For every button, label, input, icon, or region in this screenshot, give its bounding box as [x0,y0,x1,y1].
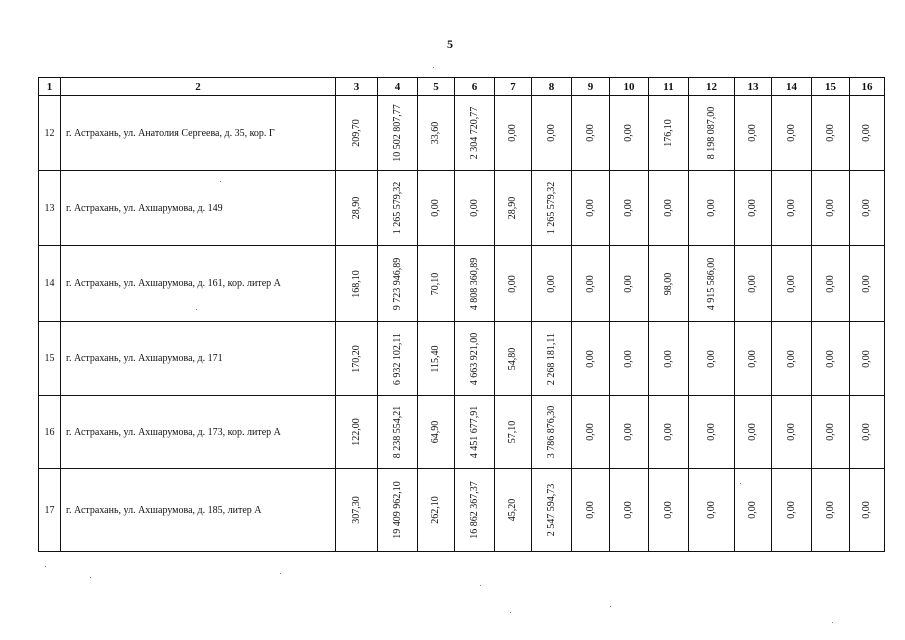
table-row [39,396,885,469]
column-header: 1 [39,78,61,96]
value-cell: 262,10 [430,496,441,524]
address-cell: г. Астрахань, ул. Ахшарумова, д. 149 [61,171,336,246]
row-number: 15 [39,322,61,396]
value-cell: 70,10 [430,272,441,295]
value-cell: 0,00 [584,501,596,519]
column-header: 7 [495,78,532,96]
value-cell: 170,20 [350,344,362,373]
value-cell: 209,70 [350,119,362,147]
column-header: 14 [772,78,812,96]
value-cell: 10 502 807,77 [391,104,403,162]
value-cell: 0,00 [623,349,634,368]
value-cell: 0,00 [785,349,797,368]
value-cell: 0,00 [785,124,797,142]
value-cell: 0,00 [545,124,557,142]
value-cell: 0,00 [662,423,674,441]
value-cell: 0,00 [545,274,557,293]
value-cell: 57,10 [507,420,518,444]
value-cell: 0,00 [785,274,797,293]
value-cell: 0,00 [824,423,836,441]
table-row [39,96,885,171]
value-cell: 0,00 [507,274,518,293]
value-cell: 0,00 [705,349,717,368]
scan-speck [45,566,46,567]
value-cell: 0,00 [584,423,596,441]
scan-speck [90,577,91,578]
column-header: 6 [455,78,495,96]
value-cell: 0,00 [861,501,872,519]
value-cell: 176,10 [662,119,674,147]
value-cell: 0,00 [430,199,441,217]
value-cell: 0,00 [861,423,872,441]
value-cell: 0,00 [747,349,758,368]
value-cell: 1 265 579,32 [391,181,403,235]
value-cell: 0,00 [662,501,674,519]
row-number: 13 [39,171,61,246]
scan-speck [510,612,511,613]
value-cell: 16 862 367,37 [468,481,480,539]
value-cell: 4 451 677,91 [468,405,480,459]
value-cell: 8 238 554,21 [391,405,403,459]
column-header: 2 [61,78,336,96]
value-cell: 0,00 [623,423,634,441]
value-cell: 19 409 962,10 [391,481,403,539]
value-cell: 0,00 [584,274,596,293]
column-header: 3 [336,78,378,96]
value-cell: 6 932 102,11 [391,332,403,385]
value-cell: 2 547 594,73 [545,483,557,537]
column-header: 5 [418,78,455,96]
value-cell: 0,00 [861,349,872,368]
value-cell: 122,00 [350,418,362,446]
value-cell: 4 915 586,00 [705,257,717,310]
value-cell: 0,00 [824,124,836,142]
value-cell: 4 663 921,00 [468,332,480,385]
table-row [39,469,885,552]
row-number: 12 [39,96,61,171]
value-cell: 0,00 [623,501,634,519]
row-number: 14 [39,246,61,322]
header-row [39,78,885,96]
value-cell: 0,00 [584,199,596,217]
scan-speck [832,622,833,623]
value-cell: 2 268 181,11 [545,332,557,385]
scan-speck [196,309,197,310]
column-header: 8 [532,78,572,96]
value-cell: 0,00 [747,423,758,441]
value-cell: 115,40 [430,344,441,373]
value-cell: 3 786 876,30 [545,405,557,459]
value-cell: 0,00 [747,124,758,142]
row-number: 16 [39,396,61,469]
table-row [39,171,885,246]
value-cell: 0,00 [824,349,836,368]
value-cell: 0,00 [705,501,717,519]
column-header: 15 [812,78,850,96]
scan-speck [610,606,611,607]
column-header: 13 [735,78,772,96]
value-cell: 0,00 [785,199,797,217]
value-cell: 0,00 [824,501,836,519]
scan-speck [480,585,481,586]
column-header: 10 [610,78,649,96]
value-cell: 0,00 [623,274,634,293]
column-header: 11 [649,78,689,96]
value-cell: 0,00 [584,124,596,142]
value-cell: 98,00 [662,272,674,295]
value-cell: 0,00 [747,274,758,293]
value-cell: 0,00 [861,199,872,217]
page-number: 5 [447,37,453,51]
column-header: 16 [850,78,885,96]
scan-speck [220,181,221,182]
value-cell: 4 808 360,89 [468,257,480,310]
value-cell: 0,00 [662,349,674,368]
scan-speck [740,483,741,484]
value-cell: 0,00 [507,124,518,142]
column-header: 12 [689,78,735,96]
address-cell: г. Астрахань, ул. Анатолия Сергеева, д. 35, кор. Г [61,96,336,171]
address-cell: г. Астрахань, ул. Ахшарумова, д. 171 [61,322,336,396]
value-cell: 9 723 946,89 [391,257,403,310]
value-cell: 0,00 [662,199,674,217]
value-cell: 0,00 [785,501,797,519]
value-cell: 0,00 [785,423,797,441]
address-cell: г. Астрахань, ул. Ахшарумова, д. 173, кор. литер А [61,396,336,469]
address-cell: г. Астрахань, ул. Ахшарумова, д. 161, кор. литер А [61,246,336,322]
value-cell: 168,10 [350,269,362,298]
value-cell: 8 198 087,00 [705,106,717,160]
value-cell: 307,30 [350,496,362,524]
address-cell: г. Астрахань, ул. Ахшарумова, д. 185, литер А [61,469,336,552]
value-cell: 0,00 [468,199,480,217]
value-cell: 54,80 [507,347,518,370]
value-cell: 0,00 [623,199,634,217]
row-number: 17 [39,469,61,552]
value-cell: 2 304 720,77 [468,106,480,160]
data-table [38,77,885,552]
scan-speck [433,67,434,68]
value-cell: 0,00 [824,199,836,217]
value-cell: 45,20 [507,498,518,522]
scan-speck [280,573,281,574]
value-cell: 0,00 [623,124,634,142]
value-cell: 0,00 [705,199,717,217]
value-cell: 33,60 [430,121,441,145]
table-row [39,246,885,322]
value-cell: 0,00 [747,199,758,217]
value-cell: 0,00 [705,423,717,441]
value-cell: 28,90 [507,196,518,220]
value-cell: 28,90 [350,196,362,220]
table-row [39,322,885,396]
value-cell: 1 265 579,32 [545,181,557,235]
column-header: 9 [572,78,610,96]
value-cell: 64,90 [430,420,441,444]
value-cell: 0,00 [861,274,872,293]
value-cell: 0,00 [824,274,836,293]
value-cell: 0,00 [861,124,872,142]
value-cell: 0,00 [747,501,758,519]
value-cell: 0,00 [584,349,596,368]
column-header: 4 [378,78,418,96]
